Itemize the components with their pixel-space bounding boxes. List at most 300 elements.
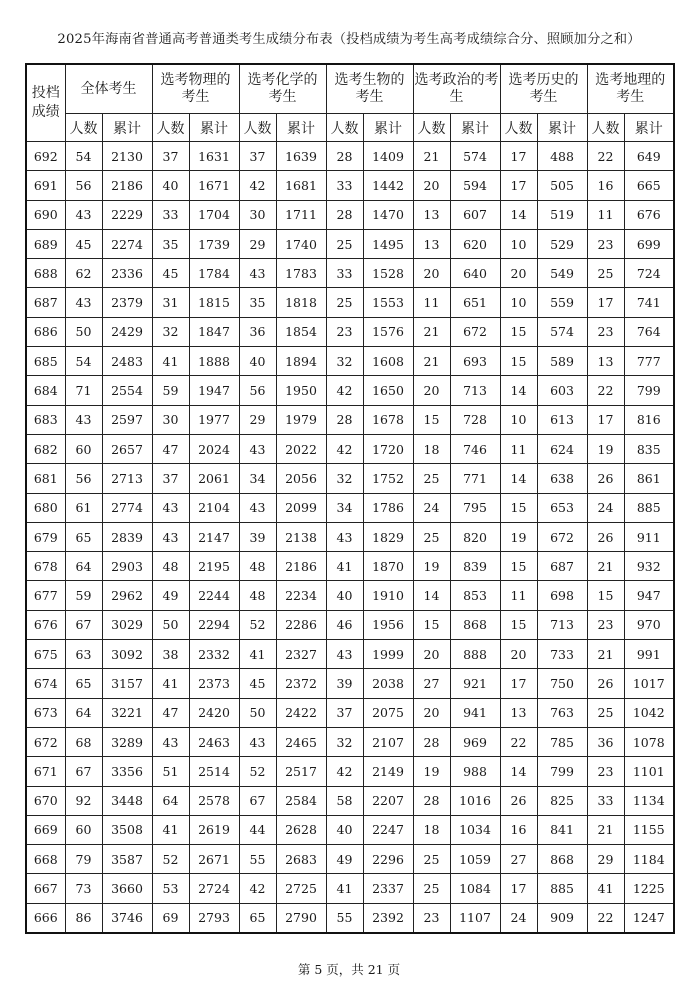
count-cell: 13 [500,698,537,727]
cumulative-cell: 969 [450,727,500,756]
count-cell: 63 [65,640,102,669]
count-cell: 53 [152,874,189,903]
count-cell: 67 [65,757,102,786]
cumulative-cell: 2024 [189,434,239,463]
count-cell: 15 [500,552,537,581]
score-cell: 673 [26,698,65,727]
cumulative-cell: 624 [537,434,587,463]
page-title: 2025年海南省普通高考普通类考生成绩分布表（投档成绩为考生高考成绩综合分、照顾加分之和） [57,32,641,47]
count-cell: 29 [239,405,276,434]
count-cell: 50 [152,610,189,639]
table-row [26,229,674,258]
cumulative-cell: 1608 [363,347,413,376]
count-cell: 34 [239,464,276,493]
count-cell: 26 [587,522,624,551]
cumulative-cell: 835 [624,434,674,463]
count-cell: 33 [326,171,363,200]
cumulative-cell: 638 [537,464,587,493]
cumulative-cell: 687 [537,552,587,581]
count-cell: 37 [152,464,189,493]
cumulative-cell: 816 [624,405,674,434]
cumulative-cell: 885 [624,493,674,522]
count-cell: 16 [500,815,537,844]
cumulative-header: 累计 [537,114,587,142]
cumulative-cell: 785 [537,727,587,756]
count-cell: 21 [587,640,624,669]
count-cell: 48 [239,552,276,581]
cumulative-cell: 1017 [624,669,674,698]
cumulative-cell: 3157 [102,669,152,698]
count-cell: 21 [413,317,450,346]
count-cell: 61 [65,493,102,522]
count-cell: 42 [326,376,363,405]
score-cell: 672 [26,727,65,756]
cumulative-cell: 724 [624,259,674,288]
count-cell: 42 [239,171,276,200]
cumulative-cell: 1034 [450,815,500,844]
count-cell: 40 [152,171,189,200]
page-footer: 第 5 页，共 21 页 [297,962,401,977]
cumulative-cell: 2962 [102,581,152,610]
cumulative-cell: 2713 [102,464,152,493]
table-row [26,845,674,874]
table-row [26,464,674,493]
cumulative-cell: 2104 [189,493,239,522]
cumulative-cell: 970 [624,610,674,639]
count-cell: 79 [65,845,102,874]
cumulative-cell: 868 [537,845,587,874]
cumulative-cell: 932 [624,552,674,581]
cumulative-cell: 1786 [363,493,413,522]
cumulative-cell: 3029 [102,610,152,639]
count-cell: 43 [65,288,102,317]
cumulative-cell: 2584 [276,786,326,815]
cumulative-cell: 1847 [189,317,239,346]
count-cell: 21 [413,347,450,376]
count-cell: 20 [413,376,450,405]
table-row [26,405,674,434]
cumulative-cell: 488 [537,142,587,171]
cumulative-cell: 2483 [102,347,152,376]
score-cell: 685 [26,347,65,376]
score-cell: 681 [26,464,65,493]
count-cell: 42 [239,874,276,903]
count-cell: 43 [152,493,189,522]
count-cell: 20 [413,698,450,727]
count-cell: 39 [326,669,363,698]
cumulative-cell: 1678 [363,405,413,434]
count-cell: 32 [326,347,363,376]
count-cell: 71 [65,376,102,405]
score-cell: 691 [26,171,65,200]
count-cell: 41 [326,874,363,903]
count-cell: 55 [239,845,276,874]
cumulative-cell: 1784 [189,259,239,288]
cumulative-cell: 2554 [102,376,152,405]
cumulative-cell: 574 [537,317,587,346]
cumulative-cell: 820 [450,522,500,551]
count-header: 人数 [326,114,363,142]
count-cell: 50 [65,317,102,346]
count-cell: 45 [65,229,102,258]
count-cell: 20 [413,259,450,288]
count-cell: 25 [326,229,363,258]
count-cell: 27 [500,845,537,874]
count-cell: 24 [587,493,624,522]
cumulative-cell: 1470 [363,200,413,229]
count-cell: 43 [65,405,102,434]
table-row [26,200,674,229]
table-row [26,669,674,698]
cumulative-cell: 1247 [624,903,674,933]
score-cell: 675 [26,640,65,669]
count-cell: 24 [413,493,450,522]
cumulative-cell: 1671 [189,171,239,200]
count-cell: 17 [587,405,624,434]
count-cell: 17 [500,874,537,903]
count-cell: 11 [500,581,537,610]
cumulative-cell: 589 [537,347,587,376]
table-row [26,640,674,669]
count-cell: 23 [587,317,624,346]
cumulative-cell: 559 [537,288,587,317]
cumulative-cell: 733 [537,640,587,669]
count-cell: 26 [500,786,537,815]
score-cell: 680 [26,493,65,522]
cumulative-cell: 1894 [276,347,326,376]
cumulative-cell: 1870 [363,552,413,581]
count-cell: 27 [413,669,450,698]
table-row [26,581,674,610]
count-cell: 56 [239,376,276,405]
score-cell: 689 [26,229,65,258]
cumulative-cell: 2229 [102,200,152,229]
cumulative-cell: 3508 [102,815,152,844]
count-cell: 86 [65,903,102,933]
count-cell: 15 [413,405,450,434]
count-cell: 14 [500,757,537,786]
cumulative-cell: 574 [450,142,500,171]
count-cell: 67 [239,786,276,815]
group-header: 选考物理的 考生 [152,64,239,114]
cumulative-header: 累计 [450,114,500,142]
count-cell: 30 [152,405,189,434]
cumulative-cell: 1950 [276,376,326,405]
cumulative-cell: 1639 [276,142,326,171]
cumulative-cell: 607 [450,200,500,229]
count-cell: 43 [239,434,276,463]
table-row [26,903,674,933]
count-cell: 52 [239,757,276,786]
cumulative-cell: 1442 [363,171,413,200]
count-cell: 18 [413,815,450,844]
count-cell: 92 [65,786,102,815]
score-cell: 667 [26,874,65,903]
count-cell: 19 [413,757,450,786]
cumulative-cell: 1720 [363,434,413,463]
cumulative-cell: 2578 [189,786,239,815]
cumulative-cell: 2790 [276,903,326,933]
cumulative-cell: 2147 [189,522,239,551]
cumulative-cell: 1711 [276,200,326,229]
cumulative-cell: 2234 [276,581,326,610]
cumulative-cell: 651 [450,288,500,317]
score-cell: 676 [26,610,65,639]
count-cell: 15 [587,581,624,610]
cumulative-cell: 741 [624,288,674,317]
cumulative-cell: 1752 [363,464,413,493]
count-cell: 67 [65,610,102,639]
count-cell: 32 [152,317,189,346]
cumulative-cell: 1184 [624,845,674,874]
count-cell: 62 [65,259,102,288]
cumulative-cell: 1740 [276,229,326,258]
score-cell: 674 [26,669,65,698]
table-row [26,259,674,288]
table-row [26,434,674,463]
table-row [26,288,674,317]
score-cell: 679 [26,522,65,551]
count-cell: 65 [239,903,276,933]
cumulative-cell: 1704 [189,200,239,229]
count-cell: 43 [239,727,276,756]
count-cell: 11 [500,434,537,463]
count-cell: 35 [239,288,276,317]
cumulative-cell: 2465 [276,727,326,756]
cumulative-cell: 2130 [102,142,152,171]
count-cell: 25 [413,464,450,493]
group-header: 选考政治的考 生 [413,64,500,114]
count-cell: 14 [500,200,537,229]
count-cell: 41 [152,347,189,376]
cumulative-header: 累计 [189,114,239,142]
score-cell: 669 [26,815,65,844]
cumulative-cell: 1553 [363,288,413,317]
cumulative-cell: 1829 [363,522,413,551]
count-cell: 64 [65,698,102,727]
cumulative-cell: 763 [537,698,587,727]
count-cell: 59 [152,376,189,405]
count-cell: 25 [413,522,450,551]
count-cell: 17 [500,171,537,200]
count-cell: 65 [65,669,102,698]
cumulative-cell: 2296 [363,845,413,874]
cumulative-cell: 2022 [276,434,326,463]
count-cell: 43 [326,522,363,551]
count-cell: 35 [152,229,189,258]
count-cell: 33 [587,786,624,815]
count-cell: 22 [587,376,624,405]
cumulative-cell: 620 [450,229,500,258]
cumulative-cell: 1107 [450,903,500,933]
count-cell: 47 [152,698,189,727]
cumulative-cell: 1225 [624,874,674,903]
count-cell: 41 [326,552,363,581]
count-cell: 28 [413,727,450,756]
count-cell: 55 [326,903,363,933]
score-cell: 692 [26,142,65,171]
cumulative-header: 累计 [363,114,413,142]
cumulative-cell: 1783 [276,259,326,288]
table-row [26,757,674,786]
cumulative-cell: 2793 [189,903,239,933]
count-cell: 23 [413,903,450,933]
cumulative-cell: 1888 [189,347,239,376]
cumulative-cell: 1854 [276,317,326,346]
count-cell: 40 [326,815,363,844]
count-cell: 52 [239,610,276,639]
score-cell: 687 [26,288,65,317]
count-cell: 23 [587,757,624,786]
table-row [26,698,674,727]
count-header: 人数 [239,114,276,142]
count-cell: 28 [326,142,363,171]
count-cell: 38 [152,640,189,669]
table-row [26,610,674,639]
cumulative-cell: 2294 [189,610,239,639]
cumulative-cell: 888 [450,640,500,669]
count-header: 人数 [65,114,102,142]
cumulative-cell: 2038 [363,669,413,698]
count-cell: 42 [326,757,363,786]
cumulative-cell: 795 [450,493,500,522]
count-cell: 43 [326,640,363,669]
cumulative-cell: 2628 [276,815,326,844]
cumulative-cell: 764 [624,317,674,346]
cumulative-cell: 505 [537,171,587,200]
table-row [26,786,674,815]
count-cell: 23 [326,317,363,346]
cumulative-cell: 3746 [102,903,152,933]
cumulative-cell: 1409 [363,142,413,171]
count-cell: 26 [587,669,624,698]
cumulative-cell: 2075 [363,698,413,727]
cumulative-cell: 2056 [276,464,326,493]
count-cell: 29 [239,229,276,258]
count-header: 人数 [152,114,189,142]
cumulative-cell: 2903 [102,552,152,581]
cumulative-cell: 1631 [189,142,239,171]
cumulative-cell: 1042 [624,698,674,727]
cumulative-cell: 991 [624,640,674,669]
cumulative-cell: 2429 [102,317,152,346]
count-cell: 41 [152,669,189,698]
score-cell: 678 [26,552,65,581]
cumulative-cell: 2149 [363,757,413,786]
count-cell: 60 [65,815,102,844]
count-cell: 46 [326,610,363,639]
count-cell: 43 [239,259,276,288]
count-cell: 19 [500,522,537,551]
count-cell: 54 [65,142,102,171]
cumulative-cell: 649 [624,142,674,171]
cumulative-cell: 3448 [102,786,152,815]
cumulative-cell: 2373 [189,669,239,698]
count-cell: 25 [587,698,624,727]
cumulative-cell: 1016 [450,786,500,815]
score-cell: 686 [26,317,65,346]
cumulative-cell: 3587 [102,845,152,874]
score-cell: 666 [26,903,65,933]
cumulative-cell: 2517 [276,757,326,786]
count-cell: 10 [500,288,537,317]
cumulative-cell: 653 [537,493,587,522]
cumulative-cell: 1979 [276,405,326,434]
cumulative-cell: 2657 [102,434,152,463]
count-cell: 19 [413,552,450,581]
count-cell: 64 [65,552,102,581]
cumulative-cell: 1999 [363,640,413,669]
count-cell: 37 [239,142,276,171]
cumulative-cell: 3289 [102,727,152,756]
count-cell: 40 [239,347,276,376]
cumulative-cell: 693 [450,347,500,376]
cumulative-cell: 603 [537,376,587,405]
count-cell: 21 [587,552,624,581]
count-cell: 21 [413,142,450,171]
cumulative-cell: 1818 [276,288,326,317]
count-cell: 17 [587,288,624,317]
count-cell: 51 [152,757,189,786]
table-row [26,347,674,376]
count-cell: 11 [413,288,450,317]
cumulative-cell: 2379 [102,288,152,317]
cumulative-cell: 640 [450,259,500,288]
score-cell: 668 [26,845,65,874]
count-cell: 49 [326,845,363,874]
table-row [26,171,674,200]
cumulative-cell: 1650 [363,376,413,405]
count-cell: 13 [587,347,624,376]
count-header: 人数 [413,114,450,142]
count-cell: 41 [152,815,189,844]
count-cell: 15 [500,610,537,639]
count-cell: 18 [413,434,450,463]
count-cell: 73 [65,874,102,903]
score-column-header: 投档 成绩 [26,64,65,142]
cumulative-cell: 861 [624,464,674,493]
count-cell: 69 [152,903,189,933]
count-cell: 29 [587,845,624,874]
count-cell: 19 [587,434,624,463]
count-cell: 25 [326,288,363,317]
cumulative-cell: 2372 [276,669,326,698]
count-cell: 23 [587,229,624,258]
count-cell: 37 [326,698,363,727]
cumulative-cell: 2619 [189,815,239,844]
count-cell: 17 [500,142,537,171]
count-cell: 28 [326,405,363,434]
cumulative-cell: 2138 [276,522,326,551]
cumulative-cell: 909 [537,903,587,933]
table-row [26,376,674,405]
count-cell: 21 [587,815,624,844]
count-cell: 56 [65,171,102,200]
cumulative-cell: 1947 [189,376,239,405]
cumulative-cell: 728 [450,405,500,434]
cumulative-cell: 2244 [189,581,239,610]
cumulative-cell: 2336 [102,259,152,288]
count-cell: 22 [500,727,537,756]
cumulative-cell: 853 [450,581,500,610]
cumulative-cell: 672 [537,522,587,551]
group-header: 全体考生 [65,64,152,114]
cumulative-cell: 698 [537,581,587,610]
cumulative-cell: 1977 [189,405,239,434]
count-cell: 34 [326,493,363,522]
table-row [26,317,674,346]
cumulative-cell: 2274 [102,229,152,258]
